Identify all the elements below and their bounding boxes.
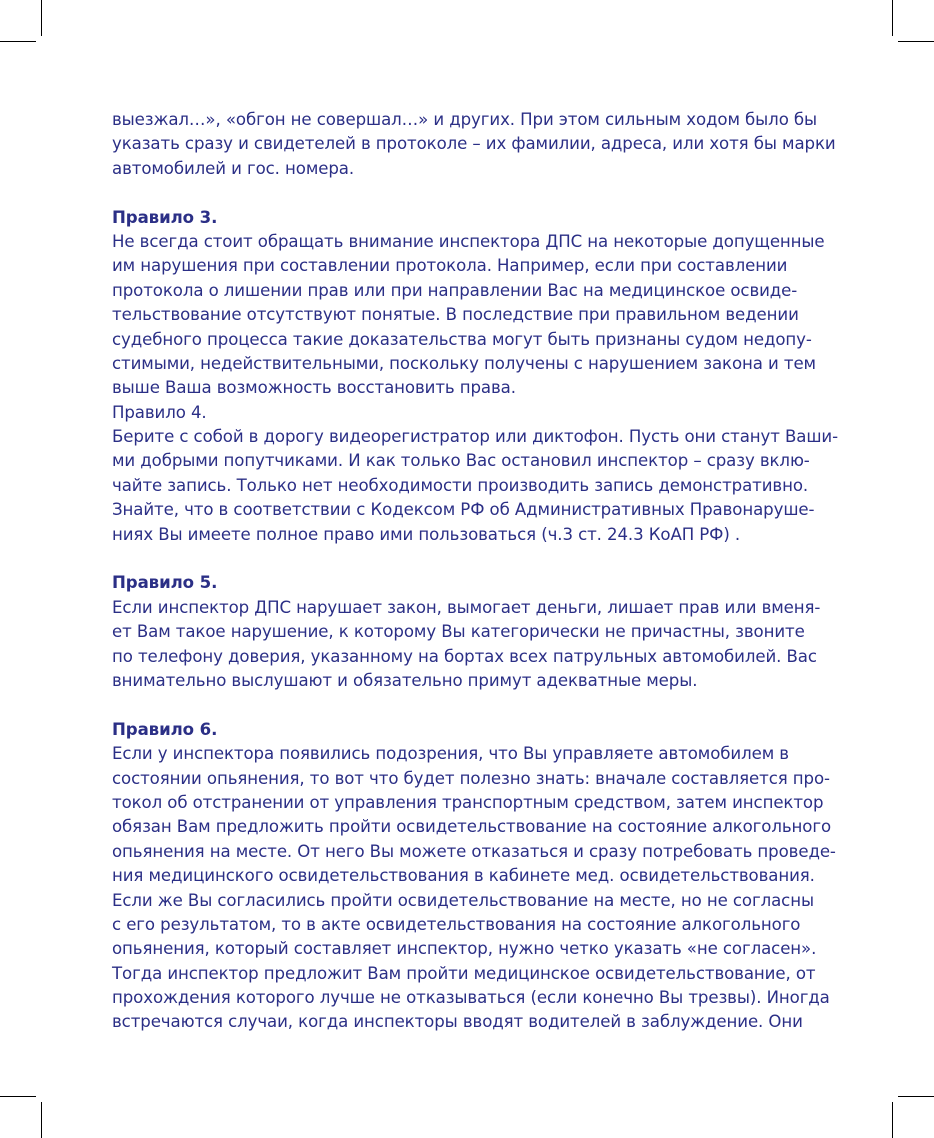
rule-3-section bbox=[112, 206, 824, 401]
text-line: автомобилей и гос. номера. bbox=[112, 158, 355, 178]
text-line: по телефону доверия, указанному на бортах всех патрульных автомобилей. Вас bbox=[112, 646, 817, 666]
crop-mark-bottom-left-horizontal bbox=[0, 1096, 36, 1097]
crop-mark-top-left-vertical bbox=[41, 0, 42, 36]
text-line: им нарушения при составлении протокола. Например, если при составлении bbox=[112, 256, 788, 276]
crop-mark-top-right-horizontal bbox=[898, 41, 934, 42]
text-line: протокола о лишении прав или при направлении Вас на медицинское освиде- bbox=[112, 280, 798, 300]
crop-mark-top-left-horizontal bbox=[0, 41, 36, 42]
text-line: Берите с собой в дорогу видеорегистратор или диктофон. Пусть они станут Ваши- bbox=[112, 427, 838, 447]
text-line: чайте запись. Только нет необходимости производить запись демонстративно. bbox=[112, 475, 809, 495]
text-line: Не всегда стоит обращать внимание инспектора ДПС на некоторые допущенные bbox=[112, 231, 825, 251]
text-line: Знайте, что в соответствии с Кодексом РФ об Административных Правонаруше- bbox=[112, 500, 815, 520]
text-line: опьянения на месте. От него Вы можете отказаться и сразу потребовать проведе- bbox=[112, 841, 836, 861]
text-line: указать сразу и свидетелей в протоколе – их фамилии, адреса, или хотя бы марки bbox=[112, 134, 836, 154]
text-line: Если инспектор ДПС нарушает закон, вымогает деньги, лишает прав или вменя- bbox=[112, 597, 821, 617]
text-line: с его результатом, то в акте освидетельствования на состояние алкогольного bbox=[112, 914, 801, 934]
crop-mark-bottom-right-horizontal bbox=[898, 1096, 934, 1097]
text-line: токол об отстранении от управления транспортным средством, затем инспектор bbox=[112, 792, 824, 812]
text-line: судебного процесса такие доказательства могут быть признаны судом недопу- bbox=[112, 329, 812, 349]
text-line: опьянения, который составляет инспектор, нужно четко указать «не согласен». bbox=[112, 939, 817, 959]
rule-3-heading: Правило 3. bbox=[112, 207, 218, 227]
rule-6-section bbox=[112, 718, 836, 1035]
text-line: выезжал…», «обгон не совершал…» и других. При этом сильным ходом было бы bbox=[112, 110, 818, 129]
rule-5-section bbox=[112, 571, 824, 693]
crop-mark-bottom-left-vertical bbox=[41, 1102, 42, 1138]
text-line: внимательно выслушают и обязательно примут адекватные меры. bbox=[112, 670, 698, 690]
text-line: Если же Вы согласились пройти освидетельствование на месте, но не согласны bbox=[112, 890, 814, 910]
rule-4-heading: Правило 4. bbox=[112, 402, 207, 422]
text-line: выше Ваша возможность восстановить права. bbox=[112, 378, 516, 398]
text-line: тельствование отсутствуют понятые. В последствие при правильном ведении bbox=[112, 305, 799, 325]
crop-mark-bottom-right-vertical bbox=[892, 1102, 893, 1138]
text-line: Если у инспектора появились подозрения, что Вы управляете автомобилем в bbox=[112, 744, 789, 764]
rule-4-section bbox=[112, 401, 838, 547]
rule-5-heading: Правило 5. bbox=[112, 573, 218, 593]
text-line: обязан Вам предложить пройти освидетельствование на состояние алкогольного bbox=[112, 817, 832, 837]
page-body bbox=[112, 108, 838, 1035]
text-line: прохождения которого лучше не отказываться (если конечно Вы трезвы). Иногда bbox=[112, 988, 830, 1008]
crop-mark-top-right-vertical bbox=[892, 0, 893, 36]
text-line: Тогда инспектор предложит Вам пройти медицинское освидетельствование, от bbox=[112, 963, 816, 983]
text-line: ет Вам такое нарушение, к которому Вы категорически не причастны, звоните bbox=[112, 622, 805, 642]
text-line: встречаются случаи, когда инспекторы вводят водителей в заблуждение. Они bbox=[112, 1012, 803, 1032]
text-line: ми добрыми попутчиками. И как только Вас остановил инспектор – сразу вклю- bbox=[112, 451, 810, 471]
text-line: стимыми, недействительными, поскольку получены с нарушением закона и тем bbox=[112, 353, 816, 373]
text-line: ния медицинского освидетельствования в кабинете мед. освидетельствования. bbox=[112, 866, 815, 886]
text-line: состоянии опьянения, то вот что будет полезно знать: вначале составляется про- bbox=[112, 768, 830, 788]
text-line: ниях Вы имеете полное право ими пользоваться (ч.3 ст. 24.3 КоАП РФ) . bbox=[112, 524, 741, 544]
intro-paragraph bbox=[112, 108, 836, 181]
rule-6-heading: Правило 6. bbox=[112, 719, 218, 739]
